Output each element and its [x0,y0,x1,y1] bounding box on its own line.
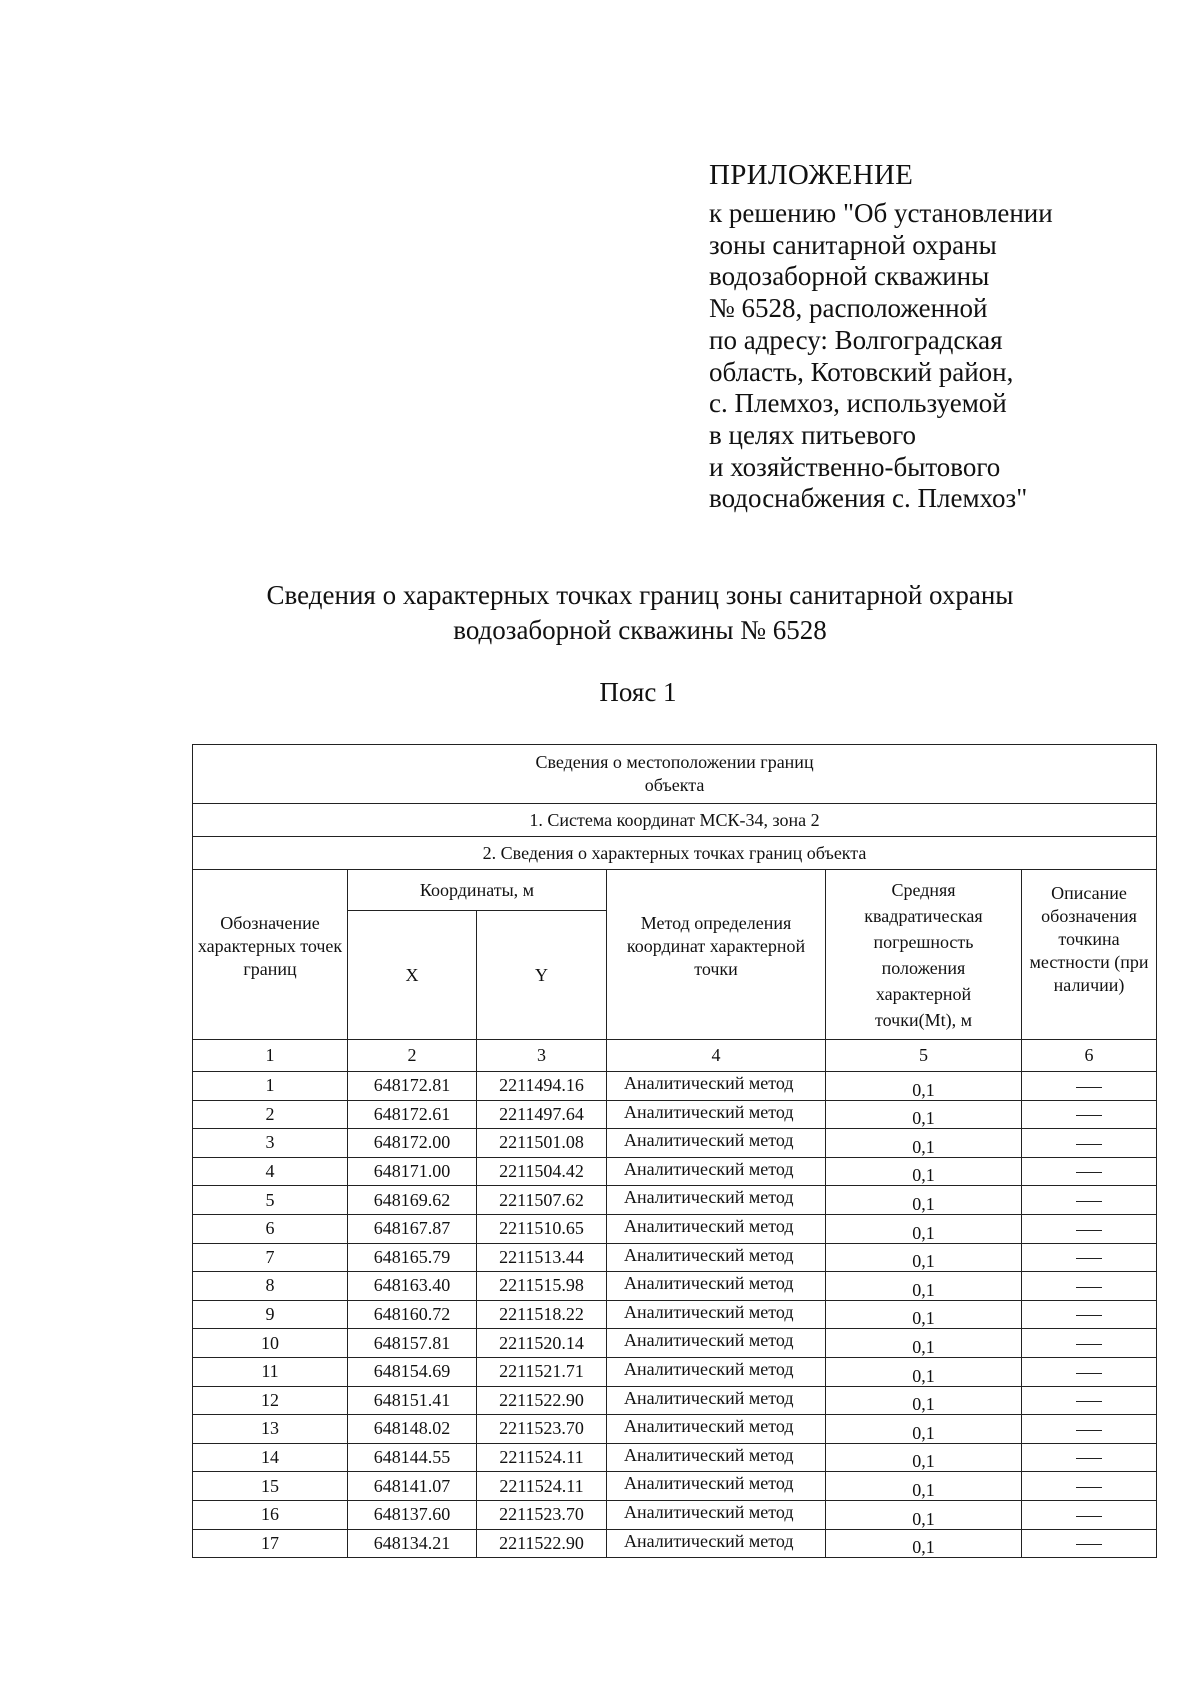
col-y-header: Y [477,911,607,1040]
belt-label-wrapper [0,677,1200,708]
y-coordinate-cell: 2211504.42 [477,1157,607,1186]
table-row [193,1272,1157,1301]
method-cell: Аналитический метод [607,1272,826,1301]
appendix-block [709,158,1129,515]
y-coordinate-cell: 2211524.11 [477,1472,607,1501]
method-cell: Аналитический метод [607,1500,826,1529]
point-number-cell: 6 [193,1214,348,1243]
method-cell: Аналитический метод [607,1472,826,1501]
table-row [193,1529,1157,1558]
mt-cell: 0,1 [826,1529,1022,1558]
table-row [193,1243,1157,1272]
point-number-cell: 13 [193,1415,348,1444]
x-coordinate-cell: 648163.40 [348,1272,477,1301]
x-coordinate-cell: 648144.55 [348,1443,477,1472]
point-number-cell: 11 [193,1357,348,1386]
description-cell [1022,1243,1157,1272]
x-coordinate-cell: 648172.00 [348,1129,477,1158]
mt-cell: 0,1 [826,1357,1022,1386]
y-coordinate-cell: 2211501.08 [477,1129,607,1158]
empty-dash [1076,1287,1102,1288]
empty-dash [1076,1201,1102,1202]
mt-cell: 0,1 [826,1157,1022,1186]
method-cell: Аналитический метод [607,1386,826,1415]
y-coordinate-cell: 2211522.90 [477,1386,607,1415]
description-cell [1022,1072,1157,1101]
col-x-header: X [348,911,477,1040]
mt-cell: 0,1 [826,1386,1022,1415]
col-designation-header: Обозначение характерных точек границ [193,870,348,1040]
description-cell [1022,1500,1157,1529]
table-row [193,1100,1157,1129]
method-cell: Аналитический метод [607,1186,826,1215]
appendix-line: № 6528, расположенной [709,293,988,324]
empty-dash [1076,1516,1102,1517]
empty-dash [1076,1144,1102,1145]
x-coordinate-cell: 648154.69 [348,1357,477,1386]
x-coordinate-cell: 648141.07 [348,1472,477,1501]
mt-cell: 0,1 [826,1443,1022,1472]
table-row [193,1300,1157,1329]
empty-dash [1076,1373,1102,1374]
method-cell: Аналитический метод [607,1157,826,1186]
table-body [193,1072,1157,1558]
empty-dash [1076,1115,1102,1116]
col-number: 5 [826,1040,1022,1072]
empty-dash [1076,1315,1102,1316]
y-coordinate-cell: 2211521.71 [477,1357,607,1386]
description-cell [1022,1300,1157,1329]
appendix-line: с. Племхоз, используемой [709,388,1007,419]
col-coords-header: Координаты, м [348,870,607,911]
mt-cell: 0,1 [826,1272,1022,1301]
document-title-line-1: Сведения о характерных точках границ зоны санитарной охраны [266,580,1014,610]
table-row [193,1214,1157,1243]
x-coordinate-cell: 648171.00 [348,1157,477,1186]
point-number-cell: 4 [193,1157,348,1186]
description-cell [1022,1472,1157,1501]
description-cell [1022,1415,1157,1444]
description-cell [1022,1272,1157,1301]
col-number: 6 [1022,1040,1157,1072]
point-number-cell: 14 [193,1443,348,1472]
point-number-cell: 1 [193,1072,348,1101]
table-row [193,1443,1157,1472]
method-cell: Аналитический метод [607,1214,826,1243]
appendix-line: водоснабжения с. Племхоз" [709,483,1028,514]
boundary-points-table [192,744,1157,1558]
mt-cell: 0,1 [826,1186,1022,1215]
x-coordinate-cell: 648172.81 [348,1072,477,1101]
appendix-line: зоны санитарной охраны [709,229,997,260]
location-header-line-2: объекта [644,775,705,795]
empty-dash [1076,1458,1102,1459]
description-cell [1022,1357,1157,1386]
point-number-cell: 17 [193,1529,348,1558]
x-coordinate-cell: 648134.21 [348,1529,477,1558]
empty-dash [1076,1172,1102,1173]
col-mt-header: Средняя квадратическая погрешность положения характерной точки(Mt), м [826,870,1022,1040]
table-row [193,1472,1157,1501]
table-row [193,1129,1157,1158]
appendix-line: область, Котовский район, [709,356,1014,387]
table-row [193,1415,1157,1444]
method-cell: Аналитический метод [607,1357,826,1386]
table-row [193,1157,1157,1186]
y-coordinate-cell: 2211523.70 [477,1500,607,1529]
x-coordinate-cell: 648137.60 [348,1500,477,1529]
mt-cell: 0,1 [826,1072,1022,1101]
col-number: 2 [348,1040,477,1072]
x-coordinate-cell: 648165.79 [348,1243,477,1272]
description-cell [1022,1214,1157,1243]
point-number-cell: 10 [193,1329,348,1358]
method-cell: Аналитический метод [607,1300,826,1329]
appendix-line: в целях питьевого [709,419,917,450]
location-header-line-1: Сведения о местоположении границ [535,752,814,772]
appendix-line: по адресу: Волгоградская [709,324,1003,355]
method-cell: Аналитический метод [607,1129,826,1158]
method-cell: Аналитический метод [607,1529,826,1558]
empty-dash [1076,1487,1102,1488]
empty-dash [1076,1430,1102,1431]
empty-dash [1076,1401,1102,1402]
method-cell: Аналитический метод [607,1443,826,1472]
point-number-cell: 7 [193,1243,348,1272]
method-cell: Аналитический метод [607,1243,826,1272]
mt-cell: 0,1 [826,1415,1022,1444]
x-coordinate-cell: 648151.41 [348,1386,477,1415]
location-header-cell [193,745,1157,804]
mt-cell: 0,1 [826,1129,1022,1158]
y-coordinate-cell: 2211522.90 [477,1529,607,1558]
belt-label: Пояс 1 [599,677,677,707]
point-number-cell: 3 [193,1129,348,1158]
mt-cell: 0,1 [826,1329,1022,1358]
mt-cell: 0,1 [826,1100,1022,1129]
x-coordinate-cell: 648172.61 [348,1100,477,1129]
x-coordinate-cell: 648160.72 [348,1300,477,1329]
col-number: 1 [193,1040,348,1072]
method-cell: Аналитический метод [607,1329,826,1358]
description-cell [1022,1329,1157,1358]
mt-cell: 0,1 [826,1214,1022,1243]
x-coordinate-cell: 648157.81 [348,1329,477,1358]
coordinate-system-cell: 1. Система координат МСК-34, зона 2 [193,804,1157,837]
point-number-cell: 15 [193,1472,348,1501]
table-row [193,1186,1157,1215]
point-number-cell: 16 [193,1500,348,1529]
point-number-cell: 12 [193,1386,348,1415]
description-cell [1022,1529,1157,1558]
empty-dash [1076,1544,1102,1545]
appendix-heading: ПРИЛОЖЕНИЕ [709,159,914,191]
description-cell [1022,1157,1157,1186]
col-description-header: Описание обозначения точкина местности (при наличии) [1022,870,1157,1040]
y-coordinate-cell: 2211513.44 [477,1243,607,1272]
point-number-cell: 8 [193,1272,348,1301]
mt-cell: 0,1 [826,1500,1022,1529]
y-coordinate-cell: 2211497.64 [477,1100,607,1129]
point-number-cell: 2 [193,1100,348,1129]
y-coordinate-cell: 2211523.70 [477,1415,607,1444]
mt-cell: 0,1 [826,1300,1022,1329]
description-cell [1022,1129,1157,1158]
method-cell: Аналитический метод [607,1100,826,1129]
y-coordinate-cell: 2211524.11 [477,1443,607,1472]
x-coordinate-cell: 648167.87 [348,1214,477,1243]
empty-dash [1076,1258,1102,1259]
y-coordinate-cell: 2211510.65 [477,1214,607,1243]
y-coordinate-cell: 2211518.22 [477,1300,607,1329]
mt-cell: 0,1 [826,1472,1022,1501]
table-row [193,1386,1157,1415]
y-coordinate-cell: 2211520.14 [477,1329,607,1358]
point-number-cell: 9 [193,1300,348,1329]
table-row [193,1072,1157,1101]
appendix-line: к решению "Об установлении [709,198,1053,228]
y-coordinate-cell: 2211494.16 [477,1072,607,1101]
table-row [193,1357,1157,1386]
point-number-cell: 5 [193,1186,348,1215]
method-cell: Аналитический метод [607,1072,826,1101]
description-cell [1022,1443,1157,1472]
appendix-line: водозаборной скважины [709,261,990,292]
description-cell [1022,1386,1157,1415]
x-coordinate-cell: 648148.02 [348,1415,477,1444]
col-method-header: Метод определения координат характерной точки [607,870,826,1040]
empty-dash [1076,1344,1102,1345]
empty-dash [1076,1230,1102,1231]
points-header-cell: 2. Сведения о характерных точках границ объекта [193,837,1157,870]
description-cell [1022,1186,1157,1215]
method-cell: Аналитический метод [607,1415,826,1444]
col-number: 3 [477,1040,607,1072]
description-cell [1022,1100,1157,1129]
appendix-line: и хозяйственно-бытового [709,451,1001,482]
mt-cell: 0,1 [826,1243,1022,1272]
table-row [193,1329,1157,1358]
y-coordinate-cell: 2211507.62 [477,1186,607,1215]
x-coordinate-cell: 648169.62 [348,1186,477,1215]
table-row [193,1500,1157,1529]
document-title [170,578,1110,648]
y-coordinate-cell: 2211515.98 [477,1272,607,1301]
col-number: 4 [607,1040,826,1072]
empty-dash [1076,1087,1102,1088]
document-title-line-2: водозаборной скважины № 6528 [453,615,827,645]
